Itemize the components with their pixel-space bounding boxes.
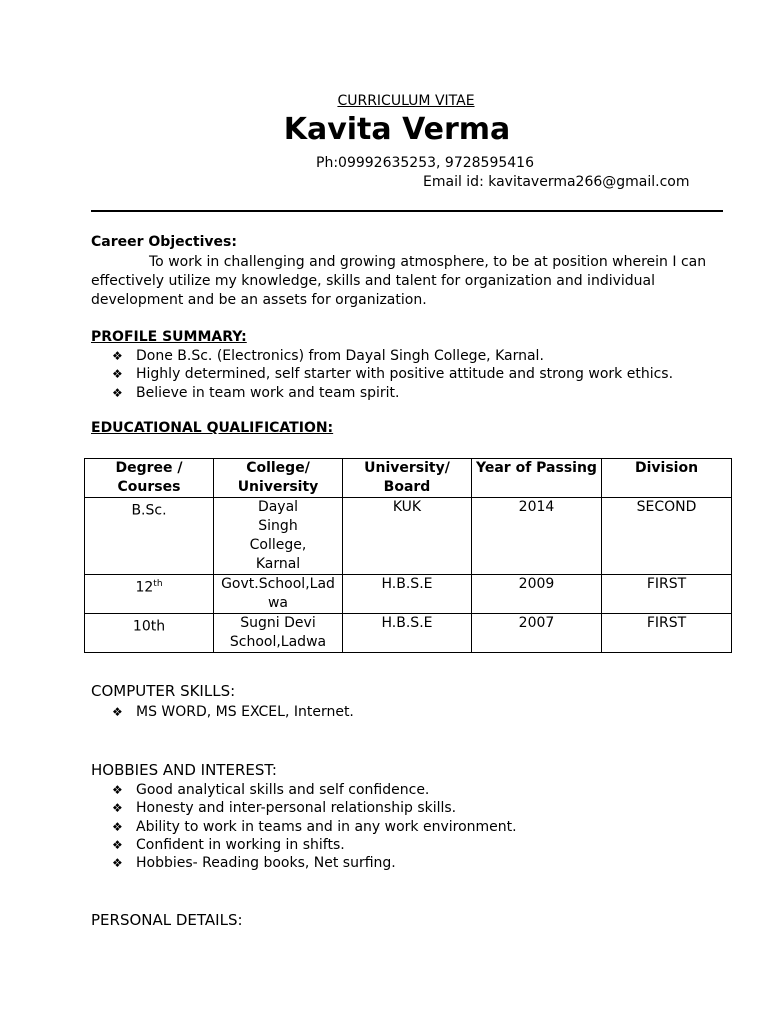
table-row — [85, 498, 732, 575]
list-item: ❖ Confident in working in shifts. — [112, 836, 345, 853]
cell-college: Sugni Devi School,Ladwa — [214, 614, 343, 653]
header-divider — [91, 210, 723, 212]
diamond-bullet-icon: ❖ — [112, 705, 123, 719]
list-item: ❖ Believe in team work and team spirit. — [112, 384, 400, 401]
education-heading: EDUCATIONAL QUALIFICATION: — [91, 420, 334, 436]
candidate-name: Kavita Verma — [283, 112, 511, 147]
list-item: ❖ MS WORD, MS EXCEL, Internet. — [112, 704, 354, 720]
computer-skills-list — [112, 703, 354, 721]
career-objectives-body: To work in challenging and growing atmosphere, to be at position wherein I can effectively utilize my knowledge, skills and talent for organization and individual development and be an assets for organization. — [91, 254, 707, 308]
cell-college: Dayal Singh College, Karnal — [214, 498, 343, 575]
profile-summary-heading: PROFILE SUMMARY: — [91, 329, 247, 345]
list-item: ❖ Honesty and inter-personal relationship skills. — [112, 800, 457, 817]
column-header-board: University/ Board — [343, 459, 472, 498]
computer-skills-heading: COMPUTER SKILLS: — [91, 682, 236, 700]
table-row — [85, 575, 732, 614]
column-header-division: Division — [602, 459, 732, 498]
hobbies-list — [112, 781, 517, 872]
cell-degree: B.Sc. — [85, 498, 214, 575]
column-header-degree: Degree / Courses — [85, 459, 214, 498]
phone-line: Ph:09992635253, 9728595416 — [316, 155, 534, 171]
hobbies-heading: HOBBIES AND INTEREST: — [91, 761, 277, 779]
table-row — [85, 614, 732, 653]
cell-degree: 12th — [85, 575, 214, 614]
list-item: ❖ Ability to work in teams and in any work environment. — [112, 818, 517, 835]
cell-board: KUK — [343, 498, 472, 575]
cell-year: 2014 — [472, 498, 602, 575]
career-objectives-heading: Career Objectives: — [91, 234, 237, 250]
career-objectives-text — [91, 253, 711, 310]
diamond-bullet-icon: ❖ — [112, 819, 123, 834]
cell-college: Govt.School,Ladwa — [214, 575, 343, 614]
list-item: ❖ Hobbies- Reading books, Net surfing. — [112, 855, 396, 872]
cell-year: 2009 — [472, 575, 602, 614]
list-item: ❖ Highly determined, self starter with positive attitude and strong work ethics. — [112, 366, 674, 383]
table-header-row — [85, 459, 732, 498]
personal-details-heading: PERSONAL DETAILS: — [91, 911, 243, 929]
email-line: Email id: kavitaverma266@gmail.com — [423, 174, 690, 190]
diamond-bullet-icon: ❖ — [112, 367, 123, 382]
diamond-bullet-icon: ❖ — [112, 783, 123, 797]
cv-title: CURRICULUM VITAE — [337, 93, 475, 109]
cell-degree: 10th — [85, 614, 214, 653]
list-item: ❖ Good analytical skills and self confidence. — [112, 782, 430, 798]
diamond-bullet-icon: ❖ — [112, 385, 123, 400]
list-item: ❖ Done B.Sc. (Electronics) from Dayal Singh College, Karnal. — [112, 348, 544, 364]
cell-division: SECOND — [602, 498, 732, 575]
education-table — [84, 458, 732, 653]
cell-division: FIRST — [602, 614, 732, 653]
diamond-bullet-icon: ❖ — [112, 801, 123, 816]
column-header-year: Year of Passing — [472, 459, 602, 498]
profile-summary-list — [112, 347, 673, 402]
diamond-bullet-icon: ❖ — [112, 349, 123, 363]
cell-board: H.B.S.E — [343, 614, 472, 653]
column-header-college: College/ University — [214, 459, 343, 498]
cell-division: FIRST — [602, 575, 732, 614]
diamond-bullet-icon: ❖ — [112, 856, 123, 871]
cell-board: H.B.S.E — [343, 575, 472, 614]
cell-year: 2007 — [472, 614, 602, 653]
diamond-bullet-icon: ❖ — [112, 837, 123, 852]
